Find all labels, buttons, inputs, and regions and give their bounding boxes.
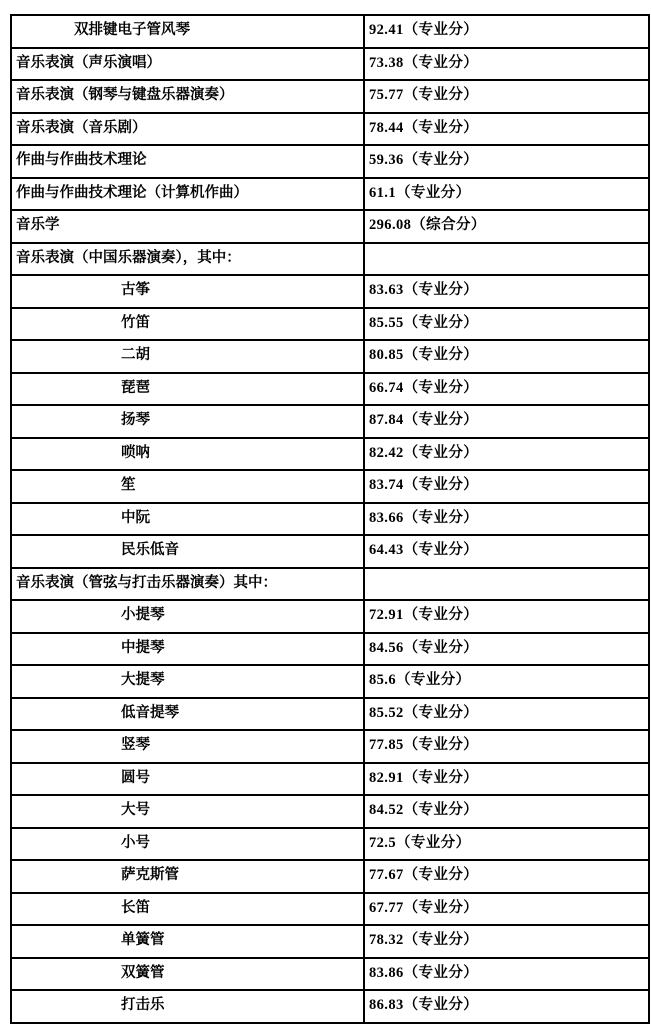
major-name-text: 音乐表演（音乐剧） bbox=[16, 119, 147, 136]
major-name-cell bbox=[11, 373, 364, 406]
score-cell bbox=[364, 80, 649, 113]
score-cell bbox=[364, 600, 649, 633]
major-name-cell bbox=[11, 665, 364, 698]
table-row bbox=[11, 275, 649, 308]
major-name-cell bbox=[11, 113, 364, 146]
major-name-text: 作曲与作曲技术理论 bbox=[16, 152, 147, 169]
major-name-text: 笙 bbox=[121, 477, 136, 494]
score-cell bbox=[364, 763, 649, 796]
score-cell bbox=[364, 503, 649, 536]
major-name-text: 双排键电子管风琴 bbox=[74, 22, 190, 39]
table-row bbox=[11, 730, 649, 763]
major-name-cell bbox=[11, 48, 364, 81]
major-name-cell bbox=[11, 405, 364, 438]
major-name-text: 圆号 bbox=[121, 769, 150, 786]
score-cell bbox=[364, 535, 649, 568]
major-name-text: 小提琴 bbox=[121, 607, 165, 624]
major-name-cell bbox=[11, 470, 364, 503]
score-cell bbox=[364, 665, 649, 698]
score-text: 83.74（专业分） bbox=[369, 477, 479, 494]
major-name-text: 音乐学 bbox=[16, 217, 60, 234]
major-name-text: 单簧管 bbox=[121, 932, 165, 949]
major-name-cell bbox=[11, 503, 364, 536]
score-text: 85.6（专业分） bbox=[369, 672, 471, 689]
major-name-text: 低音提琴 bbox=[121, 704, 179, 721]
major-name-cell bbox=[11, 795, 364, 828]
major-name-text: 民乐低音 bbox=[121, 542, 179, 559]
major-name-text: 音乐表演（钢琴与键盘乐器演奏） bbox=[16, 87, 234, 104]
score-text: 78.44（专业分） bbox=[369, 119, 479, 136]
major-name-cell bbox=[11, 145, 364, 178]
score-cell bbox=[364, 568, 649, 601]
score-text: 87.84（专业分） bbox=[369, 412, 479, 429]
major-name-cell bbox=[11, 80, 364, 113]
major-name-cell bbox=[11, 730, 364, 763]
major-name-cell bbox=[11, 828, 364, 861]
major-name-cell bbox=[11, 210, 364, 243]
table-row bbox=[11, 990, 649, 1023]
score-cell bbox=[364, 210, 649, 243]
major-name-text: 大提琴 bbox=[121, 672, 165, 689]
table-row bbox=[11, 470, 649, 503]
score-text: 83.86（专业分） bbox=[369, 964, 479, 981]
table-row bbox=[11, 893, 649, 926]
score-cell bbox=[364, 15, 649, 48]
score-cell bbox=[364, 438, 649, 471]
major-name-text: 音乐表演（中国乐器演奏），其中： bbox=[16, 249, 241, 266]
score-cell bbox=[364, 470, 649, 503]
major-name-text: 大号 bbox=[121, 802, 150, 819]
score-text: 82.91（专业分） bbox=[369, 769, 479, 786]
table-row bbox=[11, 373, 649, 406]
score-text: 83.63（专业分） bbox=[369, 282, 479, 299]
score-text: 61.1（专业分） bbox=[369, 184, 471, 201]
major-name-text: 扬琴 bbox=[121, 412, 150, 429]
score-text: 84.52（专业分） bbox=[369, 802, 479, 819]
table-row bbox=[11, 340, 649, 373]
score-cell bbox=[364, 860, 649, 893]
table-row bbox=[11, 243, 649, 276]
score-cell bbox=[364, 893, 649, 926]
table-row bbox=[11, 795, 649, 828]
score-cell bbox=[364, 405, 649, 438]
table-row bbox=[11, 925, 649, 958]
table-row bbox=[11, 503, 649, 536]
major-name-cell bbox=[11, 633, 364, 666]
major-name-cell bbox=[11, 925, 364, 958]
score-text: 72.5（专业分） bbox=[369, 834, 471, 851]
major-name-cell bbox=[11, 178, 364, 211]
major-name-cell bbox=[11, 860, 364, 893]
score-text: 82.42（专业分） bbox=[369, 444, 479, 461]
major-name-cell bbox=[11, 600, 364, 633]
score-cell bbox=[364, 48, 649, 81]
score-cell bbox=[364, 925, 649, 958]
table-row bbox=[11, 633, 649, 666]
score-cell bbox=[364, 145, 649, 178]
major-name-text: 中提琴 bbox=[121, 639, 165, 656]
major-name-text: 古筝 bbox=[121, 282, 150, 299]
score-text: 85.52（专业分） bbox=[369, 704, 479, 721]
score-text: 77.67（专业分） bbox=[369, 867, 479, 884]
score-cell bbox=[364, 828, 649, 861]
score-cell bbox=[364, 633, 649, 666]
table-row bbox=[11, 958, 649, 991]
score-text: 296.08（综合分） bbox=[369, 217, 486, 234]
major-name-cell bbox=[11, 438, 364, 471]
major-name-cell bbox=[11, 308, 364, 341]
score-text: 77.85（专业分） bbox=[369, 737, 479, 754]
major-name-text: 竖琴 bbox=[121, 737, 150, 754]
table-row bbox=[11, 308, 649, 341]
table-row bbox=[11, 178, 649, 211]
score-cell bbox=[364, 730, 649, 763]
table-row bbox=[11, 210, 649, 243]
table-row bbox=[11, 860, 649, 893]
major-name-cell bbox=[11, 893, 364, 926]
score-text: 83.66（专业分） bbox=[369, 509, 479, 526]
major-name-text: 小号 bbox=[121, 834, 150, 851]
score-text: 85.55（专业分） bbox=[369, 314, 479, 331]
score-cell bbox=[364, 308, 649, 341]
major-name-cell bbox=[11, 15, 364, 48]
major-name-cell bbox=[11, 340, 364, 373]
major-name-text: 双簧管 bbox=[121, 964, 165, 981]
table-row bbox=[11, 80, 649, 113]
score-text: 75.77（专业分） bbox=[369, 87, 479, 104]
major-name-cell bbox=[11, 568, 364, 601]
score-cell bbox=[364, 113, 649, 146]
score-text: 59.36（专业分） bbox=[369, 152, 479, 169]
table-row bbox=[11, 763, 649, 796]
major-name-text: 二胡 bbox=[121, 347, 150, 364]
table-row bbox=[11, 438, 649, 471]
score-cell bbox=[364, 698, 649, 731]
score-text: 86.83（专业分） bbox=[369, 997, 479, 1014]
table-row bbox=[11, 568, 649, 601]
table-row bbox=[11, 698, 649, 731]
score-text: 78.32（专业分） bbox=[369, 932, 479, 949]
table-row bbox=[11, 113, 649, 146]
major-name-cell bbox=[11, 275, 364, 308]
major-name-text: 竹笛 bbox=[121, 314, 150, 331]
major-name-text: 琵琶 bbox=[121, 379, 150, 396]
major-name-text: 萨克斯管 bbox=[121, 867, 179, 884]
score-text: 72.91（专业分） bbox=[369, 607, 479, 624]
table-body bbox=[11, 15, 649, 1023]
score-cell bbox=[364, 340, 649, 373]
score-text: 64.43（专业分） bbox=[369, 542, 479, 559]
table-row bbox=[11, 405, 649, 438]
score-cell bbox=[364, 373, 649, 406]
major-name-cell bbox=[11, 990, 364, 1023]
table-row bbox=[11, 535, 649, 568]
score-cell bbox=[364, 958, 649, 991]
major-name-text: 音乐表演（管弦与打击乐器演奏）其中： bbox=[16, 574, 277, 591]
table-row bbox=[11, 15, 649, 48]
admission-score-table bbox=[10, 14, 650, 1024]
major-name-text: 唢呐 bbox=[121, 444, 150, 461]
score-text: 73.38（专业分） bbox=[369, 54, 479, 71]
major-name-text: 打击乐 bbox=[121, 997, 165, 1014]
score-cell bbox=[364, 990, 649, 1023]
major-name-cell bbox=[11, 535, 364, 568]
major-name-cell bbox=[11, 958, 364, 991]
score-cell bbox=[364, 795, 649, 828]
table-row bbox=[11, 828, 649, 861]
score-cell bbox=[364, 275, 649, 308]
major-name-cell bbox=[11, 243, 364, 276]
table-row bbox=[11, 600, 649, 633]
score-text: 92.41（专业分） bbox=[369, 22, 479, 39]
table-row bbox=[11, 665, 649, 698]
major-name-cell bbox=[11, 698, 364, 731]
score-text: 67.77（专业分） bbox=[369, 899, 479, 916]
major-name-text: 长笛 bbox=[121, 899, 150, 916]
major-name-text: 音乐表演（声乐演唱） bbox=[16, 54, 161, 71]
table-row bbox=[11, 48, 649, 81]
major-name-text: 中阮 bbox=[121, 509, 150, 526]
score-text: 84.56（专业分） bbox=[369, 639, 479, 656]
score-cell bbox=[364, 243, 649, 276]
score-text: 66.74（专业分） bbox=[369, 379, 479, 396]
score-text: 80.85（专业分） bbox=[369, 347, 479, 364]
major-name-cell bbox=[11, 763, 364, 796]
major-name-text: 作曲与作曲技术理论（计算机作曲） bbox=[16, 184, 248, 201]
table-row bbox=[11, 145, 649, 178]
score-cell bbox=[364, 178, 649, 211]
